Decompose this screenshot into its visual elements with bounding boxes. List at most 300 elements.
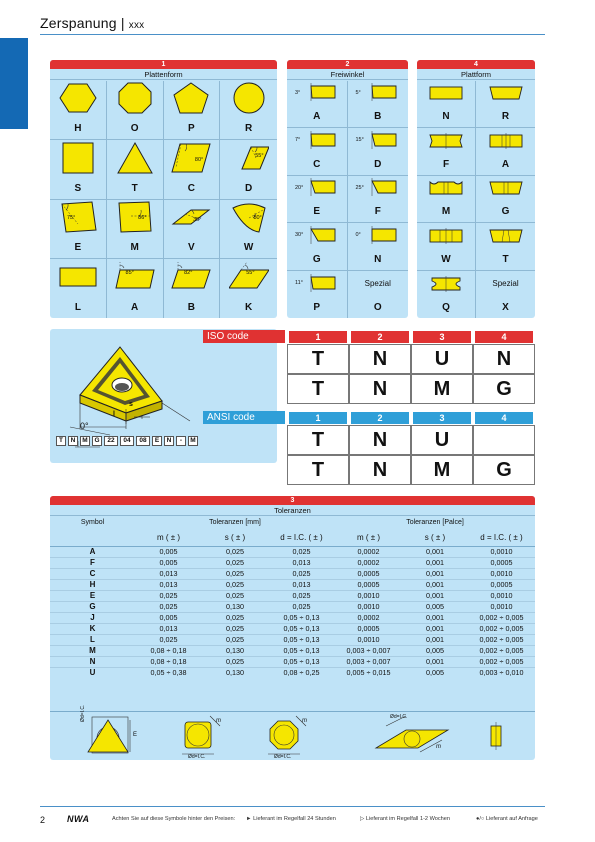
shape-angle-label: 80° <box>194 157 204 164</box>
insert-type-letter: M <box>441 206 451 218</box>
parallelogram-82-icon <box>171 260 211 294</box>
tol-symbol-cell: F <box>90 558 95 567</box>
shape-angle-label: 75° <box>67 214 76 221</box>
tol-value-cell: 0,0005 <box>357 569 380 578</box>
insert-angle-label: 0° <box>80 421 89 431</box>
tol-value-cell: 0,005 <box>426 646 444 655</box>
ansi-row2-cell: M <box>411 455 473 485</box>
tolerance-table <box>50 529 535 678</box>
clearance-angle-icon <box>355 83 398 103</box>
tol-value-cell: 0,013 <box>159 624 178 633</box>
insert-type-cell-m <box>417 176 476 223</box>
insert-type-letter: N <box>442 111 450 123</box>
tol-value-cell: 0,001 <box>426 569 444 578</box>
footer-note-on-request: ●/○ Lieferant auf Anfrage <box>476 816 538 822</box>
dim-square-icon <box>182 716 220 754</box>
flat-insert-tapered-icon <box>486 83 526 103</box>
ansi-code-label: ANSI code <box>203 411 285 424</box>
tolerance-dimension-diagrams <box>50 704 535 760</box>
clearance-letter: B <box>374 111 382 123</box>
tol-value-cell: 0,005 <box>159 547 178 556</box>
tol-value-cell: 0,0010 <box>357 635 380 644</box>
insert-code-box: 04 <box>120 436 134 446</box>
clearance-letter: D <box>374 158 382 170</box>
tapered-chipbreaker-icon <box>486 226 526 246</box>
circle-icon <box>229 81 269 115</box>
table-row <box>50 656 535 667</box>
tol-value-cell: 0,0010 <box>490 547 513 556</box>
insert-code-box: M <box>188 436 198 446</box>
insert-code-box: E <box>152 436 162 446</box>
tol-value-cell: 0,005 <box>159 558 178 567</box>
tol-value-cell: 0,05 ÷ 0,13 <box>283 635 320 644</box>
dim-label-m-2: m <box>302 718 307 724</box>
iso-row1-cell: U <box>411 344 473 374</box>
tol-value-cell: 0,003 ÷ 0,010 <box>479 668 524 678</box>
tol-value-cell: 0,001 <box>426 580 444 589</box>
clearance-angle-label: 11° <box>295 279 303 286</box>
shape-letter: B <box>187 302 195 313</box>
parallelogram-55-icon <box>229 260 269 294</box>
square-icon <box>58 141 98 175</box>
tol-symbol-header: Symbol <box>80 519 105 526</box>
tol-value-cell: 0,025 <box>226 547 244 556</box>
clearance-cell-p <box>287 271 348 318</box>
tol-value-cell: 0,05 ÷ 0,13 <box>283 613 320 622</box>
header-title: Zerspanung <box>40 15 117 31</box>
ansi-row2-cell: T <box>287 455 349 485</box>
footer-note-symbols: Achten Sie auf diese Symbole hinter den Preisen: <box>112 816 236 822</box>
shape-angle-label: 55° <box>255 153 264 160</box>
tol-value-cell: 0,025 <box>292 569 311 578</box>
ansi-position-1: 1 <box>289 412 347 424</box>
shape-cell-h <box>50 81 107 140</box>
tol-value-cell: 0,130 <box>226 646 244 655</box>
insert-type-special-label: Spezial <box>492 279 519 288</box>
tol-value-cell: 0,0010 <box>490 591 513 600</box>
insert-code-box: 22 <box>104 436 118 446</box>
ansi-row2-cell: N <box>349 455 411 485</box>
tol-value-cell: 0,08 ÷ 0,25 <box>283 668 320 678</box>
shape-angle-label: 86° <box>138 214 147 221</box>
tol-value-cell: 0,002 ÷ 0,005 <box>479 657 524 666</box>
clearance-cell-a <box>287 81 348 128</box>
clearance-letter: G <box>312 253 321 265</box>
tol-value-cell: 0,025 <box>226 613 244 622</box>
clearance-cell-e <box>287 176 348 223</box>
tol-col-header: s ( ± ) <box>224 532 246 542</box>
clearance-angle-label: 15° <box>355 137 364 144</box>
tol-group-mm: Toleranzen [mm] <box>209 519 261 526</box>
tol-value-cell: 0,025 <box>292 547 311 556</box>
table-row <box>50 568 535 579</box>
insert-type-letter: R <box>501 111 510 123</box>
panel-plattenform <box>50 60 277 318</box>
tol-col-header: m ( ± ) <box>356 532 381 542</box>
tol-value-cell: 0,001 <box>426 547 444 556</box>
clearance-letter: N <box>374 253 382 265</box>
ansi-row1-cell: U <box>411 425 473 455</box>
tol-value-cell: 0,002 ÷ 0,005 <box>479 646 524 655</box>
parallelogram-85-icon <box>115 260 155 294</box>
shape-angle-label: 85° <box>125 269 134 276</box>
ansi-row1-cell: T <box>287 425 349 455</box>
tol-symbol-cell: H <box>89 580 96 589</box>
clearance-cell-f <box>348 176 409 223</box>
dim-label-m-1: m <box>216 718 221 724</box>
table-row <box>50 667 535 678</box>
insert-type-cell-x <box>476 271 535 318</box>
clearance-angle-icon <box>355 226 398 246</box>
tol-value-cell: 0,0002 <box>357 613 380 622</box>
shape-letter: E <box>74 241 82 253</box>
tol-value-cell: 0,001 <box>426 591 444 600</box>
table-row <box>50 612 535 623</box>
tol-value-cell: 0,025 <box>226 624 244 633</box>
shape-cell-c <box>164 140 221 199</box>
hole-insert-icon <box>486 131 526 151</box>
shape-letter: V <box>188 241 195 253</box>
tol-value-cell: 0,08 ÷ 0,18 <box>150 646 187 655</box>
tol-col-header: m ( ± ) <box>156 532 181 542</box>
tol-value-cell: 0,025 <box>292 591 311 600</box>
tol-value-cell: 0,001 <box>426 613 444 622</box>
shape-cell-k <box>220 259 277 318</box>
clearance-letter: O <box>373 302 382 313</box>
ansi-row1-cell: N <box>349 425 411 455</box>
shape-angle-label: 35° <box>193 216 202 223</box>
tol-value-cell: 0,001 <box>426 657 444 666</box>
iso-row1-cell: T <box>287 344 349 374</box>
ansi-row2-cell: G <box>473 455 535 485</box>
tol-col-header: s ( ± ) <box>424 532 446 542</box>
ansi-position-4: 4 <box>475 412 533 424</box>
iso-row2-cell: M <box>411 374 473 404</box>
insert-type-cell-f <box>417 128 476 175</box>
shape-cell-p <box>164 81 221 140</box>
rhombus-35-icon <box>171 200 211 234</box>
double-chipbreaker-icon <box>426 226 466 246</box>
shape-cell-w <box>220 200 277 259</box>
clearance-cell-d <box>348 128 409 175</box>
insert-type-letter: W <box>441 253 451 265</box>
shape-letter: H <box>74 123 82 135</box>
dim-label-m-3: m <box>436 744 441 750</box>
footer-rule <box>40 806 545 807</box>
tol-value-cell: 0,0005 <box>357 624 380 633</box>
insert-code-box: T <box>56 436 66 446</box>
triangle-icon <box>115 141 155 175</box>
iso-row2-cell: T <box>287 374 349 404</box>
insert-code-box: M <box>80 436 90 446</box>
insert-code-strip <box>56 436 198 446</box>
insert-type-letter: A <box>501 158 510 170</box>
tol-value-cell: 0,0010 <box>357 602 380 611</box>
clearance-letter: F <box>374 206 381 218</box>
table-row <box>50 590 535 601</box>
dim-label-dic-1: Ød=I.C. <box>80 704 86 722</box>
footer-note-1-2-weeks: ▷ Lieferant im Regelfall 1-2 Wochen <box>360 816 451 822</box>
chipbreaker-insert-icon <box>426 131 466 151</box>
clearance-special-label: Spezial <box>364 279 391 288</box>
insert-s-label: s <box>129 401 133 408</box>
insert-code-box: N <box>68 436 78 446</box>
tol-value-cell: 0,025 <box>226 635 244 644</box>
tol-value-cell: 0,025 <box>226 657 244 666</box>
insert-type-letter: T <box>502 253 509 265</box>
insert-type-cell-n <box>417 81 476 128</box>
shape-cell-m <box>107 200 164 259</box>
shape-letter: S <box>74 182 82 194</box>
tol-value-cell: 0,002 ÷ 0,005 <box>479 635 524 644</box>
table-row <box>50 645 535 656</box>
tol-value-cell: 0,0005 <box>490 580 513 589</box>
clearance-letter: E <box>313 206 321 218</box>
tol-symbol-cell: M <box>89 646 96 655</box>
dim-label-dic-2: Ød=I.C. <box>188 754 206 760</box>
clearance-cell-b <box>348 81 409 128</box>
tol-value-cell: 0,05 ÷ 0,13 <box>283 657 320 666</box>
tapered-hole-icon <box>486 178 526 198</box>
table-row <box>50 623 535 634</box>
tol-symbol-cell: U <box>89 668 96 678</box>
table-row <box>50 557 535 568</box>
tol-value-cell: 0,002 ÷ 0,005 <box>479 624 524 633</box>
shape-letter: A <box>131 302 139 313</box>
tol-value-cell: 0,0002 <box>357 547 380 556</box>
clearance-letter: C <box>313 158 321 170</box>
shape-cell-d <box>220 140 277 199</box>
tol-value-cell: 0,013 <box>292 580 311 589</box>
panel4-number: 4 <box>417 60 535 69</box>
dim-triangle-icon <box>88 717 130 753</box>
shape-letter: O <box>130 123 139 135</box>
insert-code-box: G <box>92 436 102 446</box>
panel1-number: 1 <box>50 60 277 69</box>
panel1-title: Plattenform <box>50 70 277 80</box>
tol-value-cell: 0,001 <box>426 624 444 633</box>
dim-octagon-icon <box>268 716 306 754</box>
tol-value-cell: 0,003 ÷ 0,007 <box>346 646 391 655</box>
rhombus-86-icon <box>115 200 155 234</box>
tol-value-cell: 0,025 <box>159 635 178 644</box>
iso-position-3: 3 <box>413 331 471 343</box>
tol-value-cell: 0,005 ÷ 0,015 <box>346 668 391 678</box>
tol-col-symbol <box>50 529 135 546</box>
insert-illustration-panel <box>50 329 277 463</box>
shape-cell-s <box>50 140 107 199</box>
panel-freiwinkel <box>287 60 408 318</box>
clearance-angle-label: 3° <box>295 90 301 96</box>
trigon-80-icon <box>229 200 269 234</box>
shape-cell-b <box>164 259 221 318</box>
panel2-number: 2 <box>287 60 408 69</box>
tol-col-header: d = I.C. ( ± ) <box>280 532 323 542</box>
clearance-letter: P <box>313 302 321 313</box>
ansi-row1-cell <box>473 425 535 455</box>
clearance-cell-c <box>287 128 348 175</box>
footer-note-24h: ► Lieferant im Regelfall 24 Stunden <box>246 816 336 822</box>
tol-value-cell: 0,0010 <box>490 602 513 611</box>
tol-value-cell: 0,001 <box>426 558 444 567</box>
insert-type-cell-q <box>417 271 476 318</box>
insert-l-label: l <box>113 411 115 418</box>
insert-type-letter: G <box>501 206 510 218</box>
countersink-insert-icon <box>426 274 466 294</box>
page-header <box>40 15 144 31</box>
tol-value-cell: 0,0005 <box>357 580 380 589</box>
shape-angle-label: 55° <box>246 269 255 276</box>
panel-toleranzen <box>50 496 535 760</box>
clearance-cell-o <box>348 271 409 318</box>
clearance-angle-label: 7° <box>295 137 301 144</box>
iso-row2-cell: G <box>473 374 535 404</box>
tol-value-cell: 0,025 <box>226 591 244 600</box>
dim-label-dic-3: Ød=I.C. <box>274 754 292 760</box>
side-tab <box>0 38 28 129</box>
table-row <box>50 601 535 612</box>
dim-label-dic-4: Ød=I.C. <box>390 714 408 720</box>
shape-letter: D <box>245 182 253 194</box>
shape-cell-l <box>50 259 107 318</box>
panel2-title: Freiwinkel <box>287 70 408 80</box>
iso-row2-cell: N <box>349 374 411 404</box>
tol-value-cell: 0,002 ÷ 0,005 <box>479 613 524 622</box>
clearance-angle-icon <box>297 131 337 151</box>
tol-value-cell: 0,025 <box>226 569 244 578</box>
tol-symbol-cell: G <box>89 602 96 611</box>
tol-value-cell: 0,05 ÷ 0,38 <box>150 668 187 678</box>
ansi-position-2: 2 <box>351 412 409 424</box>
header-separator: | <box>120 15 125 31</box>
iso-code-label: ISO code <box>203 330 285 343</box>
shape-cell-t <box>107 140 164 199</box>
shape-letter: K <box>245 302 253 313</box>
clearance-cell-n <box>348 223 409 270</box>
shape-letter: M <box>130 241 139 253</box>
pentagon-icon <box>171 81 211 115</box>
tol-value-cell: 0,025 <box>159 602 178 611</box>
shape-angle-label: 80° <box>253 214 262 221</box>
chipbreaker-hole-icon <box>426 178 466 198</box>
tol-value-cell: 0,005 <box>159 613 178 622</box>
insert-type-letter: Q <box>442 302 450 313</box>
insert-type-letter: X <box>502 302 509 313</box>
tol-value-cell: 0,05 ÷ 0,13 <box>283 646 320 655</box>
rhombus-75-icon <box>58 200 98 234</box>
brand-logo: NWA <box>67 814 90 824</box>
tol-group-inch: Toleranzen [Palce] <box>406 519 464 526</box>
insert-code-box: - <box>176 436 186 446</box>
tol-value-cell: 0,005 <box>426 668 444 678</box>
tol-value-cell: 0,05 ÷ 0,13 <box>283 624 320 633</box>
tol-value-cell: 0,025 <box>226 580 244 589</box>
table-row <box>50 634 535 645</box>
table-row <box>50 579 535 590</box>
insert-code-box: N <box>164 436 174 446</box>
shape-letter: L <box>74 302 81 313</box>
page-number: 2 <box>40 815 46 825</box>
tol-value-cell: 0,130 <box>226 668 244 678</box>
shape-angle-label: 82° <box>184 269 193 276</box>
iso-position-2: 2 <box>351 331 409 343</box>
tol-value-cell: 0,08 ÷ 0,18 <box>150 657 187 666</box>
clearance-letter: A <box>313 111 321 123</box>
panel3-title: Toleranzen <box>50 506 535 516</box>
tol-symbol-cell: J <box>90 613 95 622</box>
tol-value-cell: 0,013 <box>292 558 311 567</box>
tol-value-cell: 0,130 <box>226 602 244 611</box>
shape-cell-v <box>164 200 221 259</box>
tol-symbol-cell: N <box>89 657 96 666</box>
tol-value-cell: 0,0010 <box>357 591 380 600</box>
panel3-number: 3 <box>50 496 535 505</box>
insert-type-cell-a <box>476 128 535 175</box>
tol-value-cell: 0,013 <box>159 569 178 578</box>
insert-type-letter: F <box>442 158 450 170</box>
tol-value-cell: 0,025 <box>226 558 244 567</box>
clearance-angle-label: 0° <box>355 232 361 239</box>
insert-type-cell-r <box>476 81 535 128</box>
dim-label-e: E <box>133 732 138 738</box>
panel4-title: Plattform <box>417 70 535 80</box>
rectangle-icon <box>58 260 98 294</box>
shape-letter: P <box>188 123 195 135</box>
hexagon-icon <box>58 81 98 115</box>
shape-cell-o <box>107 81 164 140</box>
tol-value-cell: 0,005 <box>426 602 444 611</box>
ansi-position-3: 3 <box>413 412 471 424</box>
dim-rectangle-icon <box>491 722 501 750</box>
tol-value-cell: 0,025 <box>159 591 178 600</box>
insert-code-box: 08 <box>136 436 150 446</box>
panel-plattform <box>417 60 535 318</box>
shape-letter: C <box>187 182 195 194</box>
insert-type-cell-g <box>476 176 535 223</box>
shape-cell-a <box>107 259 164 318</box>
iso-position-4: 4 <box>475 331 533 343</box>
iso-row1-cell: N <box>473 344 535 374</box>
tol-value-cell: 0,013 <box>159 580 178 589</box>
tol-value-cell: 0,001 <box>426 635 444 644</box>
clearance-angle-label: 20° <box>295 184 304 191</box>
flat-insert-icon <box>426 83 466 103</box>
rhombus-80-icon <box>171 141 211 175</box>
tol-col-header: d = I.C. ( ± ) <box>480 532 523 542</box>
insert-type-cell-t <box>476 223 535 270</box>
octagon-icon <box>115 81 155 115</box>
tol-value-cell: 0,0005 <box>490 558 513 567</box>
shape-cell-r <box>220 81 277 140</box>
insert-type-cell-w <box>417 223 476 270</box>
clearance-angle-label: 25° <box>355 184 364 191</box>
tol-value-cell: 0,0002 <box>357 558 380 567</box>
header-subtitle: xxx <box>128 20 145 31</box>
tol-value-cell: 0,025 <box>292 602 311 611</box>
clearance-angle-label: 30° <box>295 232 304 239</box>
shape-letter: T <box>131 182 138 194</box>
tol-symbol-cell: E <box>89 591 96 600</box>
iso-position-1: 1 <box>289 331 347 343</box>
tol-value-cell: 0,003 ÷ 0,007 <box>346 657 391 666</box>
header-rule <box>40 34 545 35</box>
iso-row1-cell: N <box>349 344 411 374</box>
tol-symbol-cell: K <box>89 624 96 633</box>
shape-cell-e <box>50 200 107 259</box>
clearance-angle-icon <box>297 83 337 103</box>
clearance-cell-g <box>287 223 348 270</box>
shape-letter: W <box>243 241 254 253</box>
